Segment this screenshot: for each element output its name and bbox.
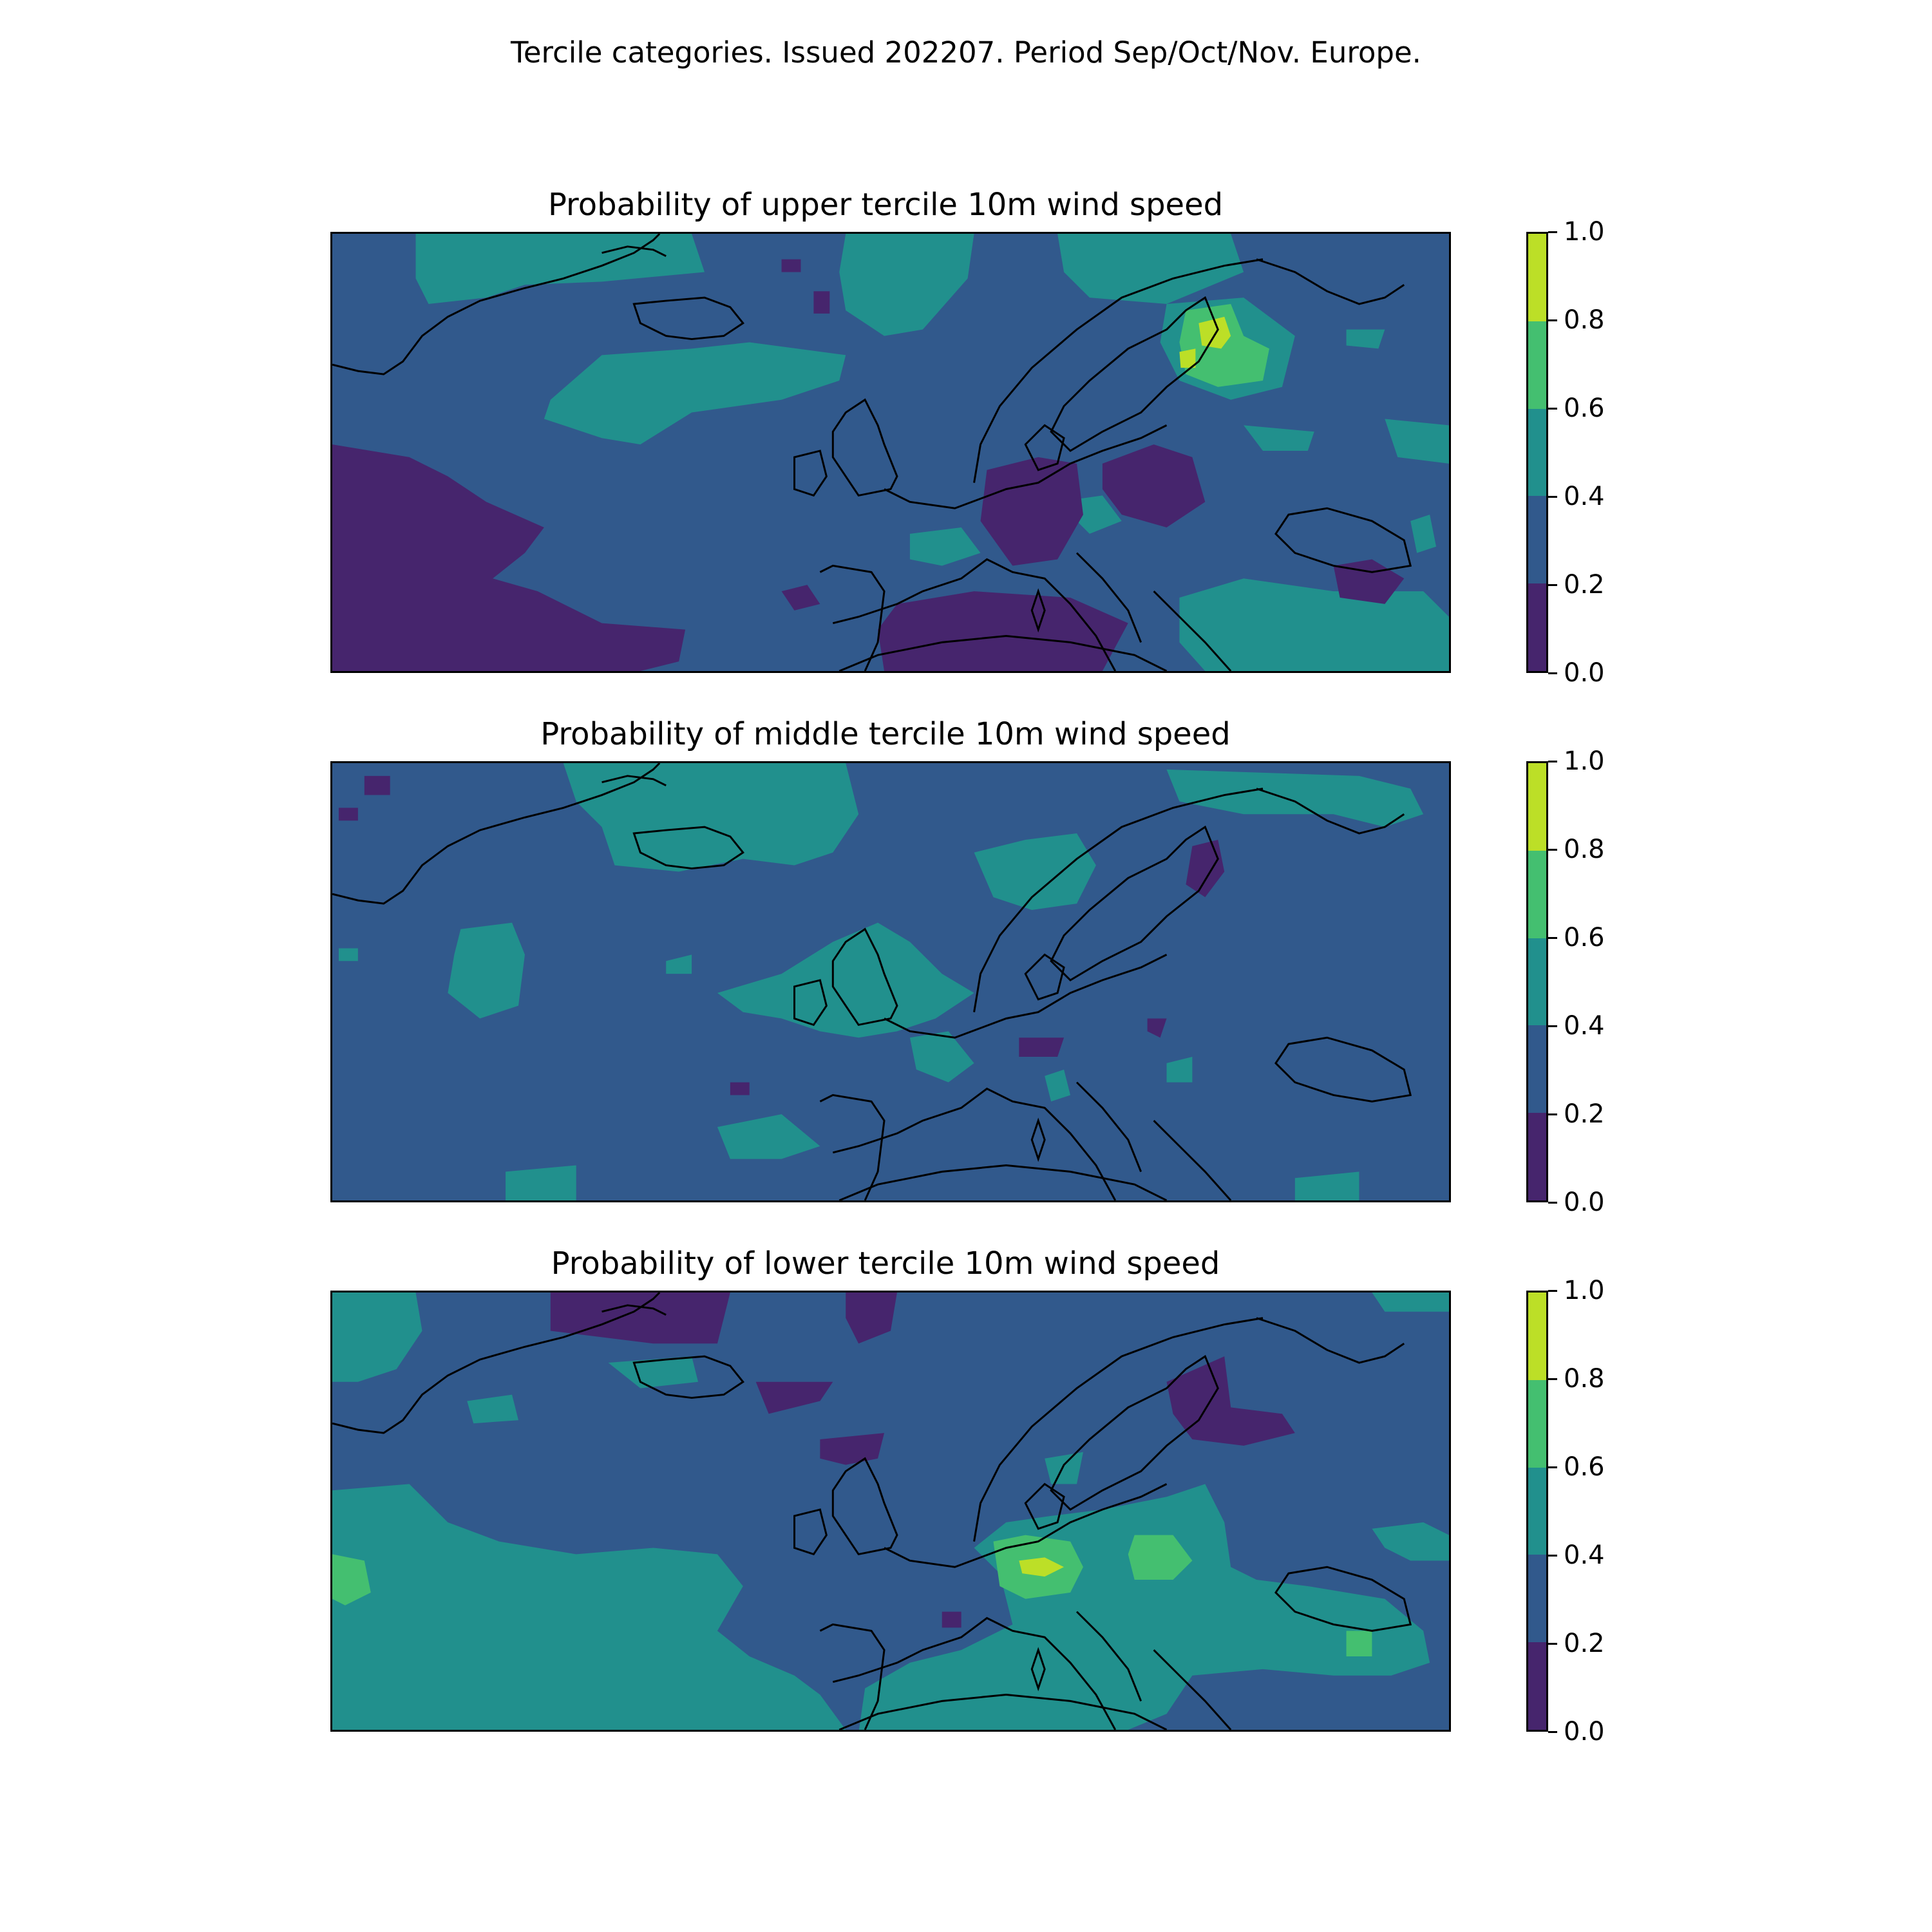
colorbar-tick [1548, 1466, 1557, 1468]
colorbar-tick [1548, 231, 1557, 233]
colorbar-tick [1548, 1378, 1557, 1380]
colorbar-label: 1.0 [1564, 217, 1605, 247]
colorbar-tick [1548, 1731, 1557, 1733]
colorbar-label: 0.0 [1564, 1717, 1605, 1747]
panel-title-lower: Probability of lower tercile 10m wind speed [551, 1245, 1220, 1282]
panel-title-upper: Probability of upper tercile 10m wind speed [547, 187, 1224, 223]
field-band-0.0-0.2 [339, 808, 358, 820]
colorbar-label: 0.8 [1564, 305, 1605, 335]
field-band-0.4-0.6 [339, 948, 358, 961]
colorbar-seg-0.0-0.2 [1528, 583, 1546, 671]
colorbar-seg-0.4-0.6 [1528, 938, 1546, 1026]
colorbar-seg-0.6-0.8 [1528, 321, 1546, 409]
colorbar-label: 0.2 [1564, 1629, 1605, 1658]
field-band-0.0-0.2 [942, 1612, 961, 1628]
colorbar-seg-0.6-0.8 [1528, 1380, 1546, 1468]
colorbar-seg-0.2-0.4 [1528, 1555, 1546, 1642]
colorbar-label: 1.0 [1564, 746, 1605, 776]
colorbar-tick [1548, 1025, 1557, 1027]
colorbar-seg-0.4-0.6 [1528, 1468, 1546, 1555]
colorbar-seg-0.0-0.2 [1528, 1642, 1546, 1730]
map-lower-svg [332, 1293, 1449, 1730]
colorbar-label: 0.4 [1564, 482, 1605, 511]
map-upper-svg [332, 234, 1449, 671]
colorbar-label: 0.6 [1564, 923, 1605, 952]
colorbar-lower [1526, 1291, 1548, 1732]
colorbar-seg-0.4-0.6 [1528, 409, 1546, 497]
colorbar-seg-0.2-0.4 [1528, 496, 1546, 583]
colorbar-tick [1548, 849, 1557, 851]
field-band-0.0-0.2 [1019, 1037, 1064, 1057]
colorbar-label: 0.2 [1564, 570, 1605, 600]
map-middle-svg [332, 763, 1449, 1200]
colorbar-tick [1548, 319, 1557, 321]
field-band-0.0-0.2 [782, 260, 801, 272]
panel-title-middle: Probability of middle tercile 10m wind speed [540, 716, 1231, 752]
colorbar-label: 0.2 [1564, 1099, 1605, 1129]
field-band-0.0-0.2 [813, 291, 829, 314]
colorbar-middle [1526, 761, 1548, 1202]
colorbar-tick [1548, 1290, 1557, 1292]
colorbar-tick [1548, 496, 1557, 498]
figure-suptitle: Tercile categories. Issued 202207. Period Sep/Oct/Nov. Europe. [511, 35, 1421, 70]
colorbar-label: 0.8 [1564, 835, 1605, 864]
field-band-0.4-0.6 [1347, 330, 1385, 349]
colorbar-tick [1548, 937, 1557, 939]
colorbar-label: 0.0 [1564, 1188, 1605, 1217]
colorbar-tick [1548, 1202, 1557, 1204]
map-upper-tercile [330, 232, 1451, 673]
colorbar-label: 1.0 [1564, 1276, 1605, 1305]
colorbar-tick [1548, 1555, 1557, 1557]
field-band-0.0-0.2 [365, 776, 390, 795]
field-band-0.4-0.6 [1179, 578, 1449, 671]
colorbar-label: 0.6 [1564, 1452, 1605, 1482]
colorbar-seg-0.0-0.2 [1528, 1113, 1546, 1200]
colorbar-seg-0.8-1.0 [1528, 1293, 1546, 1380]
colorbar-seg-0.8-1.0 [1528, 763, 1546, 851]
colorbar-tick [1548, 1113, 1557, 1115]
colorbar-label: 0.0 [1564, 658, 1605, 688]
colorbar-label: 0.4 [1564, 1540, 1605, 1570]
field-band-0.0-0.2 [730, 1083, 750, 1095]
colorbar-seg-0.8-1.0 [1528, 234, 1546, 321]
colorbar-tick [1548, 1643, 1557, 1645]
colorbar-label: 0.8 [1564, 1364, 1605, 1394]
colorbar-label: 0.4 [1564, 1011, 1605, 1041]
field-band-0.6-0.8 [1347, 1631, 1372, 1656]
colorbar-tick [1548, 672, 1557, 674]
colorbar-seg-0.2-0.4 [1528, 1025, 1546, 1113]
map-middle-tercile [330, 761, 1451, 1202]
colorbar-upper [1526, 232, 1548, 673]
colorbar-label: 0.6 [1564, 393, 1605, 423]
colorbar-tick [1548, 584, 1557, 586]
field-band-0.4-0.6 [1372, 1293, 1449, 1312]
map-lower-tercile [330, 1291, 1451, 1732]
colorbar-seg-0.6-0.8 [1528, 851, 1546, 938]
colorbar-tick [1548, 408, 1557, 410]
colorbar-tick [1548, 761, 1557, 762]
